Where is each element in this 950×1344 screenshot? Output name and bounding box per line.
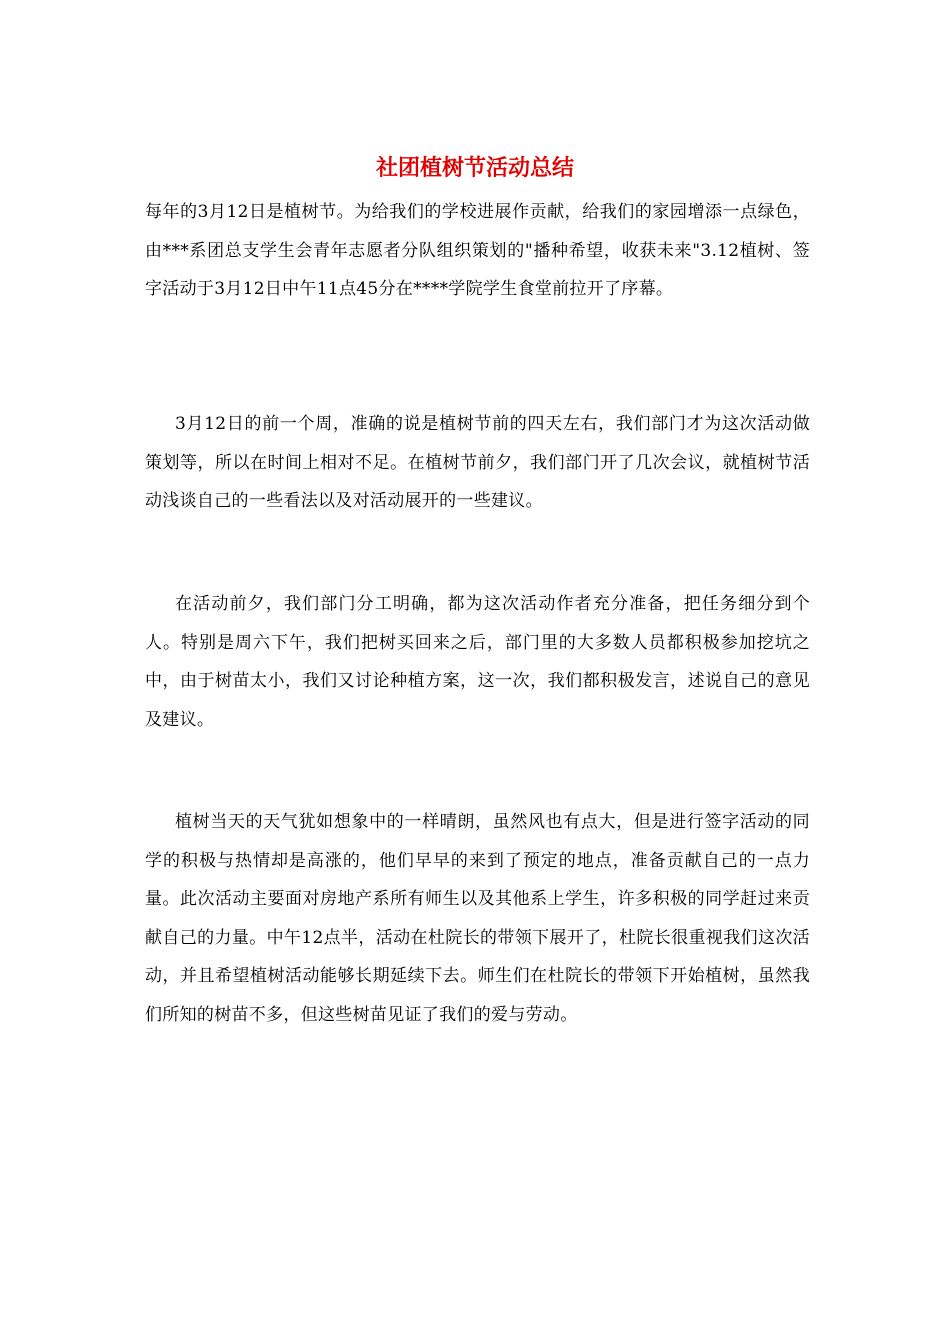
document-title: 社团植树节活动总结 (375, 156, 574, 181)
paragraph-preparation: 在活动前夕，我们部门分工明确，都为这次活动作者充分准备，把任务细分到个人。特别是周六下午，我们把树买回来之后，部门里的大多数人员都积极参加挖坑之中，由于树苗太小，我们又讨论种植方案，这一次，我们都积极发言，述说自己的意见及建议。 (145, 594, 810, 730)
paragraph-event-day: 植树当天的天气犹如想象中的一样晴朗，虽然风也有点大，但是进行签字活动的同学的积极与热情却是高涨的，他们早早的来到了预定的地点，准备贡献自己的一点力量。此次活动主要面对房地产系所有师生以及其他系上学生，许多积极的同学赶过来贡献自己的力量。中午12点半，活动在杜院长的带领下展开了，杜院长很重视我们这次活动，并且希望植树活动能够长期延续下去。师生们在杜院长的带领下开始植树，虽然我们所知的树苗不多，但这些树苗见证了我们的爱与劳动。 (145, 812, 810, 1025)
paragraph-intro: 每年的3月12日是植树节。为给我们的学校进展作贡献，给我们的家园增添一点绿色，由***系团总支学生会青年志愿者分队组织策划的"播种希望，收获未来"3.12植树、签字活动于3月12日中午11点45分在****学院学生食堂前拉开了序幕。 (145, 202, 810, 299)
paragraph-planning: 3月12日的前一个周，准确的说是植树节前的四天左右，我们部门才为这次活动做策划等，所以在时间上相对不足。在植树节前夕，我们部门开了几次会议，就植树节活动浅谈自己的一些看法以及对活动展开的一些建议。 (145, 414, 810, 511)
